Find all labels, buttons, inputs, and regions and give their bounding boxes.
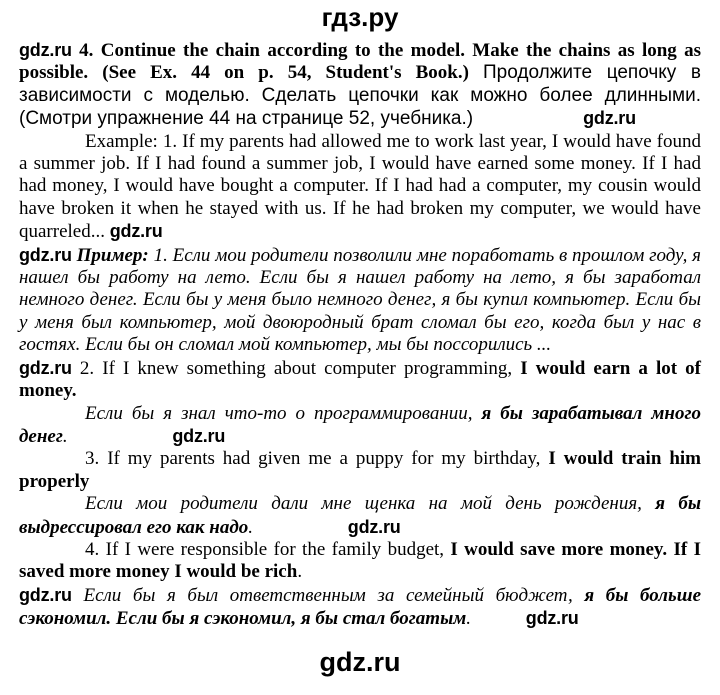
site-footer-watermark: gdz.ru bbox=[319, 646, 401, 677]
paragraph-sentence-2-en bbox=[19, 357, 701, 403]
gdz-watermark: gdz.ru bbox=[109, 221, 163, 242]
text-run-it-b: я бы зарабатывал много денег bbox=[19, 402, 701, 447]
text-run-en: Example: 1. If my parents had allowed me to work last year, I would have found a summer job. If I had found a summer job, I would have earned some money. If I had had money, I would have bought a computer. If I had had a computer, my cousin would have broken it when he stayed with us. If he had broken my computer, we would have quarreled... bbox=[19, 130, 701, 243]
paragraph-example-en bbox=[19, 131, 701, 244]
text-run-it: Если бы я был ответственным за семейный бюджет, bbox=[83, 584, 585, 606]
gdz-watermark: gdz.ru bbox=[172, 425, 226, 446]
text-run-it: Если бы я знал что-то о программировании, bbox=[85, 402, 482, 424]
paragraph-sentence-4-ru bbox=[19, 584, 701, 631]
text-run-en-b: I would train him properly bbox=[19, 448, 701, 492]
gdz-watermark: gdz.ru bbox=[19, 40, 80, 60]
document-body bbox=[0, 31, 720, 631]
paragraph-sentence-2-ru bbox=[19, 403, 701, 449]
paragraph-task-heading bbox=[19, 39, 701, 131]
paragraph-sentence-3-en bbox=[19, 448, 701, 493]
text-run-it-b: я бы больше сэкономил. Если бы я сэкономил, я бы стал богатым bbox=[19, 584, 701, 630]
gdz-watermark: gdz.ru bbox=[583, 108, 636, 129]
text-run-en: 3. If my parents had given me a puppy for my birthday, bbox=[85, 448, 549, 470]
gdz-watermark: gdz.ru bbox=[347, 516, 401, 537]
text-run-it: Если мои родители дали мне щенка на мой день рождения, bbox=[85, 493, 656, 515]
text-run-en-b: 4. Continue the chain according to the model. Make the chains as long as possible. (See Ex. 44 on p. 54, Student's Book.) bbox=[19, 40, 702, 84]
text-run-it-b: Пример: bbox=[76, 244, 154, 266]
text-run-en: 2. If I knew something about computer programming, bbox=[79, 357, 521, 379]
text-run-it: . bbox=[248, 516, 258, 538]
gdz-watermark: gdz.ru bbox=[19, 357, 80, 378]
text-run-it: . bbox=[466, 608, 476, 630]
text-run-it: . bbox=[62, 425, 73, 447]
gdz-watermark: gdz.ru bbox=[525, 608, 579, 629]
gdz-watermark: gdz.ru bbox=[19, 584, 84, 605]
paragraph-sentence-3-ru bbox=[19, 493, 701, 539]
site-header-title: гдз.ру bbox=[321, 2, 399, 32]
text-run-it: 1. Если мои родители позволили мне поработать в прошлом году, я нашел бы работу на лето. Если бы я нашел работу на лето, я бы заработал немного денег. Если бы у меня было немного денег, я бы купил компьютер. Если бы у меня был компьютер, мой двоюродный брат сломал бы его, когда был у нас в гостях. Если бы он сломал мой компьютер, мы бы поссорились ... bbox=[19, 244, 701, 356]
gdz-watermark: gdz.ru bbox=[19, 244, 77, 265]
text-run-ru-sans: Продолжите цепочку в зависимости с моделью. Сделать цепочки как можно более длинными. (Смотри упражнение 44 на странице 52, учебника.) bbox=[19, 62, 701, 130]
text-run-en: 4. If I were responsible for the family budget, bbox=[85, 538, 451, 560]
text-run-en-b: I would earn a lot of money. bbox=[19, 357, 701, 402]
text-run-en-b: I would save more money. If I saved more money I would be rich bbox=[19, 538, 701, 583]
text-run-it-b: я бы выдрессировал его как надо bbox=[19, 493, 701, 538]
paragraph-sentence-4-en bbox=[19, 539, 701, 584]
paragraph-example-ru bbox=[19, 244, 701, 357]
text-run-en: . bbox=[297, 561, 303, 583]
